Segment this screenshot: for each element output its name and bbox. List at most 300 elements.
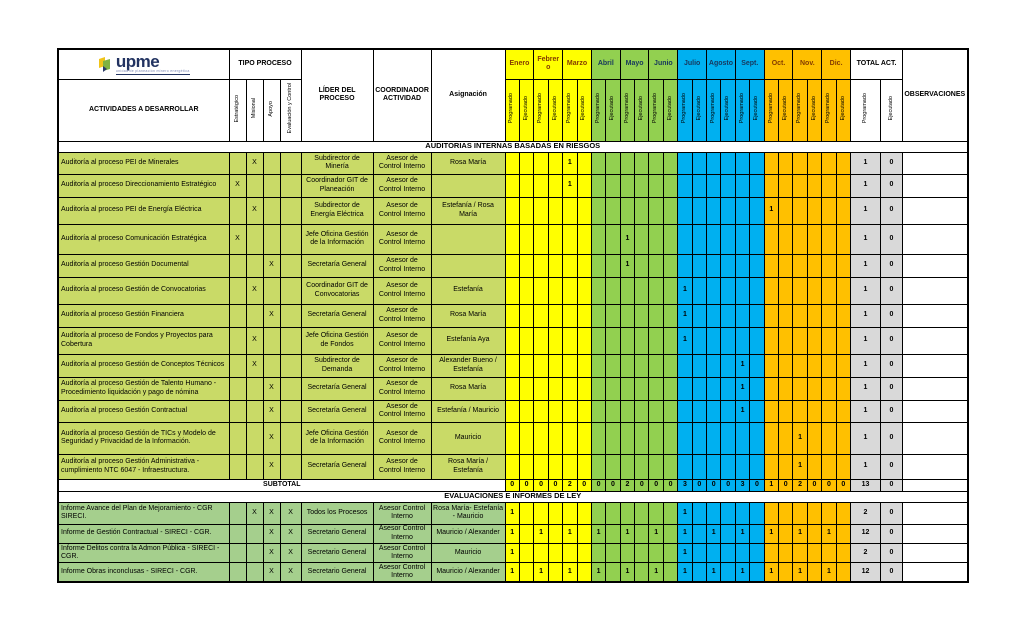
tipo-col-header [280, 79, 301, 141]
month-value-cell [663, 197, 677, 224]
tipo-col-header-label: Evaluación y Control [286, 83, 293, 134]
total-value-cell: 0 [880, 174, 902, 197]
month-value-cell [836, 277, 850, 304]
month-value-cell [750, 224, 764, 254]
month-value-cell [707, 354, 721, 377]
tipo-x-cell: X [246, 327, 263, 354]
month-value-cell [836, 174, 850, 197]
month-value-cell [750, 524, 764, 543]
month-value-cell [548, 354, 562, 377]
month-value-cell: 1 [534, 524, 548, 543]
total-value-cell: 0 [880, 377, 902, 400]
month-header-Abril: Abril [591, 49, 620, 79]
section-band [58, 141, 968, 152]
subtotal-month-cell: 0 [663, 479, 677, 491]
month-value-cell [606, 327, 620, 354]
month-value-cell [836, 543, 850, 562]
month-sub-header [750, 79, 764, 141]
month-sub-header [606, 79, 620, 141]
asignacion-cell [431, 224, 505, 254]
month-value-cell: 1 [822, 562, 836, 582]
month-value-cell [735, 502, 749, 524]
total-value-cell: 0 [880, 543, 902, 562]
month-value-cell [822, 254, 836, 277]
tipo-x-cell [280, 174, 301, 197]
asignacion-cell: Rosa María [431, 377, 505, 400]
month-value-cell: 1 [735, 354, 749, 377]
month-value-cell [534, 422, 548, 454]
table-row [58, 224, 968, 254]
tipo-col-header-label: Apoyo [267, 100, 274, 117]
month-value-cell [577, 197, 591, 224]
month-value-cell [606, 224, 620, 254]
coordinador-cell: Asesor de Control Interno [373, 454, 431, 479]
month-value-cell [519, 422, 533, 454]
asignacion-cell: Estefanía / Rosa María [431, 197, 505, 224]
month-value-cell [563, 543, 577, 562]
month-value-cell [750, 377, 764, 400]
tipo-x-cell [280, 454, 301, 479]
month-value-cell [692, 502, 706, 524]
month-sub-header-label: Programado [623, 93, 630, 124]
month-value-cell [534, 277, 548, 304]
month-sub-header [735, 79, 749, 141]
month-value-cell: 1 [735, 400, 749, 422]
audit-plan-sheet [57, 48, 969, 583]
tipo-x-cell [246, 377, 263, 400]
total-value-cell: 1 [850, 254, 880, 277]
subtotal-month-cell: 3 [735, 479, 749, 491]
month-value-cell [505, 377, 519, 400]
month-sub-header [563, 79, 577, 141]
month-value-cell [793, 152, 807, 174]
month-value-cell [836, 254, 850, 277]
month-value-cell [721, 277, 735, 304]
tipo-x-cell [280, 377, 301, 400]
month-value-cell [548, 562, 562, 582]
month-value-cell [548, 304, 562, 327]
month-value-cell [606, 454, 620, 479]
month-value-cell [663, 422, 677, 454]
month-value-cell [779, 304, 793, 327]
month-value-cell: 1 [591, 562, 605, 582]
month-value-cell [764, 254, 778, 277]
month-value-cell [635, 524, 649, 543]
tipo-x-cell: X [263, 377, 280, 400]
month-header-Nov.: Nov. [793, 49, 822, 79]
month-sub-header-label: Ejecutado [609, 96, 616, 121]
month-value-cell [721, 224, 735, 254]
tipo-x-cell [263, 224, 280, 254]
month-value-cell [779, 454, 793, 479]
total-value-cell: 0 [880, 354, 902, 377]
month-value-cell: 1 [649, 524, 663, 543]
subtotal-month-cell: 0 [721, 479, 735, 491]
month-value-cell [735, 422, 749, 454]
tipo-x-cell [280, 254, 301, 277]
month-value-cell [563, 400, 577, 422]
month-value-cell [822, 277, 836, 304]
month-value-cell [793, 327, 807, 354]
month-value-cell [750, 422, 764, 454]
tipo-x-cell [229, 562, 246, 582]
month-value-cell [649, 354, 663, 377]
tipo-x-cell [263, 327, 280, 354]
month-value-cell [505, 454, 519, 479]
month-value-cell: 1 [620, 562, 634, 582]
month-value-cell [606, 354, 620, 377]
total-value-cell: 0 [880, 454, 902, 479]
month-value-cell [591, 422, 605, 454]
month-value-cell [807, 502, 821, 524]
month-sub-header [519, 79, 533, 141]
month-value-cell [750, 327, 764, 354]
month-value-cell [649, 422, 663, 454]
month-value-cell [807, 152, 821, 174]
month-value-cell [505, 354, 519, 377]
month-value-cell [635, 422, 649, 454]
table-row [58, 422, 968, 454]
total-value-cell: 1 [850, 377, 880, 400]
month-value-cell [548, 502, 562, 524]
month-value-cell [793, 277, 807, 304]
month-value-cell: 1 [591, 524, 605, 543]
subtotal-month-cell: 2 [793, 479, 807, 491]
month-value-cell [649, 454, 663, 479]
subtotal-obs-cell [903, 479, 968, 491]
month-value-cell [807, 304, 821, 327]
month-sub-header [620, 79, 634, 141]
month-value-cell [822, 152, 836, 174]
month-value-cell [836, 152, 850, 174]
month-value-cell [534, 224, 548, 254]
month-value-cell [563, 277, 577, 304]
tipo-x-cell [263, 277, 280, 304]
table-row [58, 152, 968, 174]
month-value-cell [779, 562, 793, 582]
month-value-cell [649, 400, 663, 422]
month-value-cell [519, 400, 533, 422]
month-value-cell [563, 254, 577, 277]
subtotal-month-cell: 0 [822, 479, 836, 491]
month-value-cell [591, 277, 605, 304]
total-value-cell: 1 [850, 277, 880, 304]
month-value-cell [707, 502, 721, 524]
month-value-cell [635, 400, 649, 422]
activity-cell: Informe Avance del Plan de Mejoramiento - CGR SIRECI. [58, 502, 229, 524]
month-value-cell [519, 254, 533, 277]
month-value-cell [822, 400, 836, 422]
month-value-cell: 1 [764, 524, 778, 543]
tipo-x-cell [246, 543, 263, 562]
month-value-cell [721, 174, 735, 197]
month-value-cell [663, 562, 677, 582]
month-value-cell [606, 254, 620, 277]
month-value-cell [620, 400, 634, 422]
month-value-cell [764, 327, 778, 354]
subtotal-month-cell: 0 [534, 479, 548, 491]
month-value-cell [505, 224, 519, 254]
total-value-cell: 1 [850, 174, 880, 197]
month-value-cell [563, 454, 577, 479]
month-sub-header-label: Ejecutado [839, 96, 846, 121]
month-value-cell [577, 277, 591, 304]
month-value-cell: 1 [678, 304, 692, 327]
table-row [58, 454, 968, 479]
activity-cell: Auditoría al proceso Gestión Contractual [58, 400, 229, 422]
month-value-cell [678, 174, 692, 197]
month-value-cell: 1 [735, 562, 749, 582]
month-value-cell [577, 562, 591, 582]
tipo-col-header [246, 79, 263, 141]
month-value-cell [606, 304, 620, 327]
tipo-col-header-label: Estratégico [233, 94, 240, 123]
month-value-cell [534, 327, 548, 354]
month-value-cell [836, 422, 850, 454]
month-value-cell [721, 454, 735, 479]
month-value-cell [663, 327, 677, 354]
month-value-cell [663, 354, 677, 377]
asignacion-cell: Estefanía [431, 277, 505, 304]
month-value-cell [779, 254, 793, 277]
lider-cell: Subdirector de Minería [301, 152, 373, 174]
month-value-cell: 1 [735, 377, 749, 400]
subtotal-month-cell: 2 [620, 479, 634, 491]
subtotal-total-cell: 0 [880, 479, 902, 491]
month-value-cell [764, 174, 778, 197]
month-sub-header-label: Programado [681, 93, 688, 124]
month-value-cell [649, 304, 663, 327]
month-value-cell [707, 454, 721, 479]
upme-logo-icon [98, 56, 113, 73]
month-value-cell [678, 400, 692, 422]
month-value-cell: 1 [563, 152, 577, 174]
header-row-subcolumns [58, 79, 968, 141]
month-value-cell [505, 197, 519, 224]
month-value-cell [635, 377, 649, 400]
month-value-cell [606, 197, 620, 224]
coordinador-cell: Asesor de Control Interno [373, 224, 431, 254]
month-sub-header [836, 79, 850, 141]
tipo-x-cell [229, 197, 246, 224]
month-value-cell [707, 304, 721, 327]
audit-plan-table [57, 48, 969, 583]
month-value-cell [750, 562, 764, 582]
month-value-cell [577, 327, 591, 354]
month-value-cell [807, 277, 821, 304]
table-row [58, 562, 968, 582]
month-value-cell [750, 152, 764, 174]
month-value-cell [548, 254, 562, 277]
section-title: AUDITORIAS INTERNAS BASADAS EN RIESGOS [58, 141, 968, 152]
subtotal-label-cell: SUBTOTAL [58, 479, 505, 491]
month-header-Febrero: Febrero [534, 49, 563, 79]
total-value-cell: 0 [880, 224, 902, 254]
lider-cell: Subdirector de Demanda [301, 354, 373, 377]
month-value-cell [779, 422, 793, 454]
subtotal-month-cell: 0 [707, 479, 721, 491]
month-sub-header-label: Ejecutado [781, 96, 788, 121]
month-value-cell [577, 543, 591, 562]
month-header-Marzo: Marzo [563, 49, 592, 79]
month-value-cell [735, 277, 749, 304]
month-sub-header-label: Ejecutado [522, 96, 529, 121]
month-sub-header [649, 79, 663, 141]
month-value-cell [793, 543, 807, 562]
coordinador-cell: Asesor Control Interno [373, 543, 431, 562]
lider-cell: Secretario General [301, 543, 373, 562]
month-value-cell [649, 502, 663, 524]
asignacion-header: Asignación [431, 49, 505, 141]
month-value-cell [519, 562, 533, 582]
month-value-cell: 1 [764, 197, 778, 224]
month-value-cell [822, 304, 836, 327]
tipo-x-cell [229, 400, 246, 422]
month-value-cell [563, 304, 577, 327]
observaciones-header: OBSERVACIONES [903, 49, 968, 141]
tipo-x-cell: X [246, 502, 263, 524]
month-sub-header-label: Ejecutado [638, 96, 645, 121]
month-value-cell [663, 400, 677, 422]
month-value-cell: 1 [764, 562, 778, 582]
month-header-Julio: Julio [678, 49, 707, 79]
month-value-cell [779, 197, 793, 224]
month-value-cell [606, 543, 620, 562]
month-value-cell [707, 327, 721, 354]
month-value-cell [707, 543, 721, 562]
month-value-cell: 1 [793, 562, 807, 582]
month-value-cell [635, 224, 649, 254]
tipo-x-cell [229, 277, 246, 304]
tipo-x-cell: X [263, 254, 280, 277]
month-value-cell [635, 454, 649, 479]
month-value-cell [534, 454, 548, 479]
observaciones-cell [903, 400, 968, 422]
tipo-x-cell [280, 400, 301, 422]
month-value-cell: 1 [678, 502, 692, 524]
table-row [58, 277, 968, 304]
month-value-cell [692, 277, 706, 304]
subtotal-month-cell: 0 [548, 479, 562, 491]
month-value-cell [505, 304, 519, 327]
logo-cell [58, 49, 229, 79]
tipo-col-header [263, 79, 280, 141]
month-value-cell: 1 [678, 277, 692, 304]
month-value-cell [548, 543, 562, 562]
coordinador-cell: Asesor de Control Interno [373, 304, 431, 327]
month-value-cell [534, 400, 548, 422]
tipo-x-cell [229, 543, 246, 562]
total-value-cell: 2 [850, 543, 880, 562]
total-value-cell: 1 [850, 454, 880, 479]
month-value-cell [750, 354, 764, 377]
month-value-cell [764, 354, 778, 377]
month-value-cell [807, 327, 821, 354]
tipo-x-cell [246, 224, 263, 254]
lider-cell: Secretario General [301, 524, 373, 543]
month-value-cell [707, 277, 721, 304]
month-value-cell [519, 454, 533, 479]
month-value-cell [836, 327, 850, 354]
month-value-cell [807, 562, 821, 582]
month-sub-header-label: Programado [825, 93, 832, 124]
month-value-cell [707, 254, 721, 277]
month-value-cell [721, 562, 735, 582]
month-value-cell [750, 304, 764, 327]
table-row [58, 377, 968, 400]
month-value-cell [678, 224, 692, 254]
month-value-cell: 1 [678, 562, 692, 582]
month-sub-header [764, 79, 778, 141]
month-sub-header [505, 79, 519, 141]
coordinador-cell: Asesor de Control Interno [373, 400, 431, 422]
observaciones-cell [903, 454, 968, 479]
tipo-x-cell [280, 277, 301, 304]
month-value-cell [505, 277, 519, 304]
observaciones-cell [903, 277, 968, 304]
month-sub-header-label: Ejecutado [695, 96, 702, 121]
month-value-cell [692, 304, 706, 327]
month-value-cell [807, 454, 821, 479]
lider-cell: Secretaría General [301, 254, 373, 277]
month-value-cell [793, 254, 807, 277]
month-value-cell [692, 254, 706, 277]
month-sub-header-label: Programado [537, 93, 544, 124]
month-value-cell [836, 454, 850, 479]
month-value-cell: 1 [707, 562, 721, 582]
month-sub-header [707, 79, 721, 141]
month-value-cell [692, 422, 706, 454]
tipo-x-cell [246, 454, 263, 479]
month-value-cell [663, 502, 677, 524]
total-value-cell: 0 [880, 304, 902, 327]
month-header-Dic.: Dic. [822, 49, 851, 79]
month-value-cell [606, 174, 620, 197]
month-sub-header [721, 79, 735, 141]
tipo-x-cell: X [263, 400, 280, 422]
month-value-cell [779, 174, 793, 197]
month-value-cell [620, 304, 634, 327]
month-sub-header-label: Programado [710, 93, 716, 124]
subtotal-total-cell: 13 [850, 479, 880, 491]
month-value-cell [620, 454, 634, 479]
month-value-cell [635, 197, 649, 224]
total-value-cell: 0 [880, 524, 902, 543]
month-value-cell [505, 422, 519, 454]
month-value-cell [793, 197, 807, 224]
month-value-cell [836, 400, 850, 422]
subtotal-month-cell: 0 [750, 479, 764, 491]
month-value-cell [635, 354, 649, 377]
subtotal-month-cell: 3 [678, 479, 692, 491]
tipo-x-cell: X [263, 422, 280, 454]
coordinador-cell: Asesor de Control Interno [373, 197, 431, 224]
lider-cell: Todos los Procesos [301, 502, 373, 524]
lider-cell: Jefe Oficina Gestión de la Información [301, 224, 373, 254]
month-value-cell [548, 377, 562, 400]
month-value-cell [663, 224, 677, 254]
month-value-cell: 1 [649, 562, 663, 582]
activity-cell: Auditoría al proceso Gestión de Convocatorias [58, 277, 229, 304]
month-value-cell [663, 277, 677, 304]
month-value-cell [663, 377, 677, 400]
table-row [58, 354, 968, 377]
month-value-cell [793, 377, 807, 400]
table-row [58, 304, 968, 327]
month-value-cell [735, 152, 749, 174]
month-value-cell [534, 304, 548, 327]
month-value-cell [606, 502, 620, 524]
